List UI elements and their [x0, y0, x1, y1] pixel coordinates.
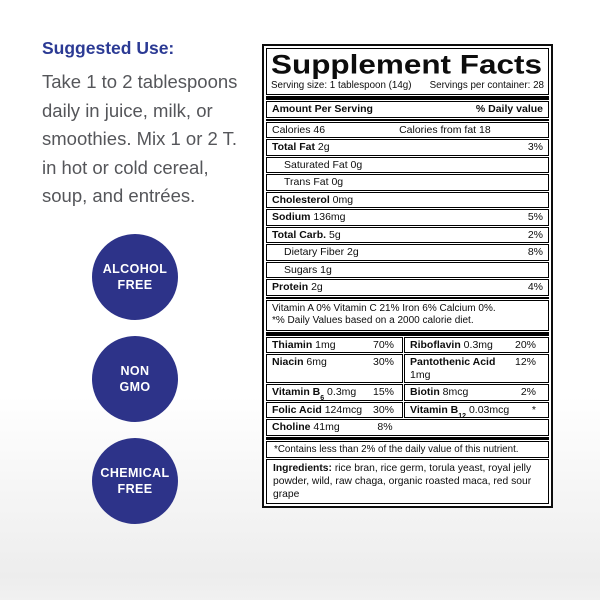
daily-value: 8% [527, 246, 543, 258]
suggested-use-heading: Suggested Use: [42, 38, 175, 58]
section-divider [266, 332, 549, 336]
vitamin-note-line: Vitamin A 0% Vitamin C 21% Iron 6% Calcium 0%. [272, 302, 496, 314]
badge-label: CHEMICAL [100, 466, 170, 480]
daily-value: 2% [520, 386, 536, 398]
vitamin-cell: Vitamin $B_{12}$ 0.03mcg * [404, 402, 549, 419]
serving-info [271, 80, 544, 91]
section-divider [266, 96, 549, 100]
badge-alcohol-free [92, 234, 178, 320]
suggested-use-line: Take 1 to 2 tablespoons [42, 71, 238, 92]
vitamin-cell: Biotin 8mcg 2% [404, 384, 549, 401]
daily-value: 3% [527, 141, 543, 153]
badge-label: NON [120, 364, 150, 378]
vitamin-row [266, 419, 549, 436]
supplement-facts-panel [262, 44, 553, 508]
vitamin-note-line: *% Daily Values based on a 2000 calorie diet. [272, 315, 474, 326]
panel-title: Supplement Facts [271, 48, 542, 80]
suggested-use-line: soup, and entrées. [42, 185, 196, 206]
daily-value: 15% [372, 386, 394, 398]
ingredients-box [266, 459, 549, 504]
calories-row [266, 122, 549, 139]
daily-value: 5% [527, 211, 543, 223]
suggested-use-line: smoothies. Mix 1 or 2 T. [42, 128, 238, 149]
vitamin-cell: Choline 41mg 8% [266, 419, 549, 436]
badge-label: FREE [117, 278, 153, 292]
nutrient-row: Sugars 1g [266, 262, 549, 279]
nutrient-row: Protein 2g 4% [266, 279, 549, 296]
nutrient-row: Dietary Fiber 2g 8% [266, 244, 549, 261]
section-divider [266, 297, 549, 299]
daily-value: 8% [377, 421, 393, 433]
suggested-use-line: daily in juice, milk, or [42, 99, 213, 121]
badge-non-gmo [92, 336, 178, 422]
nutrient-row: Saturated Fat 0g [266, 157, 549, 174]
daily-value: 70% [372, 338, 394, 351]
nutrient-row: Trans Fat 0g [266, 174, 549, 191]
daily-value: 30% [372, 356, 394, 368]
badge-label: ALCOHOL [102, 262, 168, 276]
servings-per-container: Servings per container: 28 [429, 80, 544, 91]
vitamin-cell: Pantothenic Acid 1mg 12% [404, 354, 549, 383]
nutrient-row: Cholesterol 0mg [266, 192, 549, 209]
badge-chemical-free [92, 438, 178, 524]
vitamin-note [266, 300, 549, 331]
vitamin-row [266, 384, 549, 401]
vitamin-row [266, 354, 549, 383]
badge-label: GMO [119, 380, 151, 394]
vitamin-row [266, 402, 549, 419]
daily-value-header: % Daily value [475, 103, 543, 115]
badge-label: FREE [117, 482, 153, 496]
footnote: *Contains less than 2% of the daily value of this nutrient. [266, 441, 549, 459]
vitamin-cell: Vitamin $B_6$ 0.3mg 15% [266, 384, 403, 401]
vitamin-cell: Niacin 6mg 30% [266, 354, 403, 383]
vitamin-cell: Thiamin 1mg 70% [266, 337, 403, 354]
panel-header [266, 48, 549, 95]
calories-from-fat: Calories from fat 18 [399, 123, 491, 136]
daily-value: 2% [527, 228, 543, 241]
daily-value: 4% [527, 281, 543, 293]
nutrient-rows [266, 139, 549, 296]
suggested-use-block [42, 38, 264, 211]
daily-value: 20% [514, 338, 536, 351]
daily-value: * [531, 403, 536, 416]
nutrient-row: Sodium 136mg 5% [266, 209, 549, 226]
vitamin-row [266, 337, 549, 354]
section-divider [266, 119, 549, 121]
nutrient-row: Total Fat 2g 3% [266, 139, 549, 156]
amount-per-serving-label: Amount Per Serving [272, 103, 373, 115]
calories-value: Calories 46 [272, 123, 326, 136]
serving-size: Serving size: 1 tablespoon (14g) [271, 80, 412, 91]
nutrient-row: Total Carb. 5g 2% [266, 227, 549, 244]
daily-value: 30% [372, 403, 394, 416]
section-divider [266, 437, 549, 440]
ingredients-label: Ingredients: [273, 463, 332, 474]
daily-value: 12% [514, 356, 536, 368]
suggested-use-line: in hot or cold cereal, [42, 156, 209, 178]
amount-per-serving-row [266, 101, 549, 118]
vitamin-rows [266, 337, 549, 436]
vitamin-cell: Folic Acid 124mcg 30% [266, 402, 403, 419]
vitamin-cell: Riboflavin 0.3mg 20% [404, 337, 549, 354]
ingredients-text: rice bran, rice germ, torula yeast, royal jelly powder, wild, raw chaga, organic roasted maca, red sour grape [273, 463, 532, 500]
